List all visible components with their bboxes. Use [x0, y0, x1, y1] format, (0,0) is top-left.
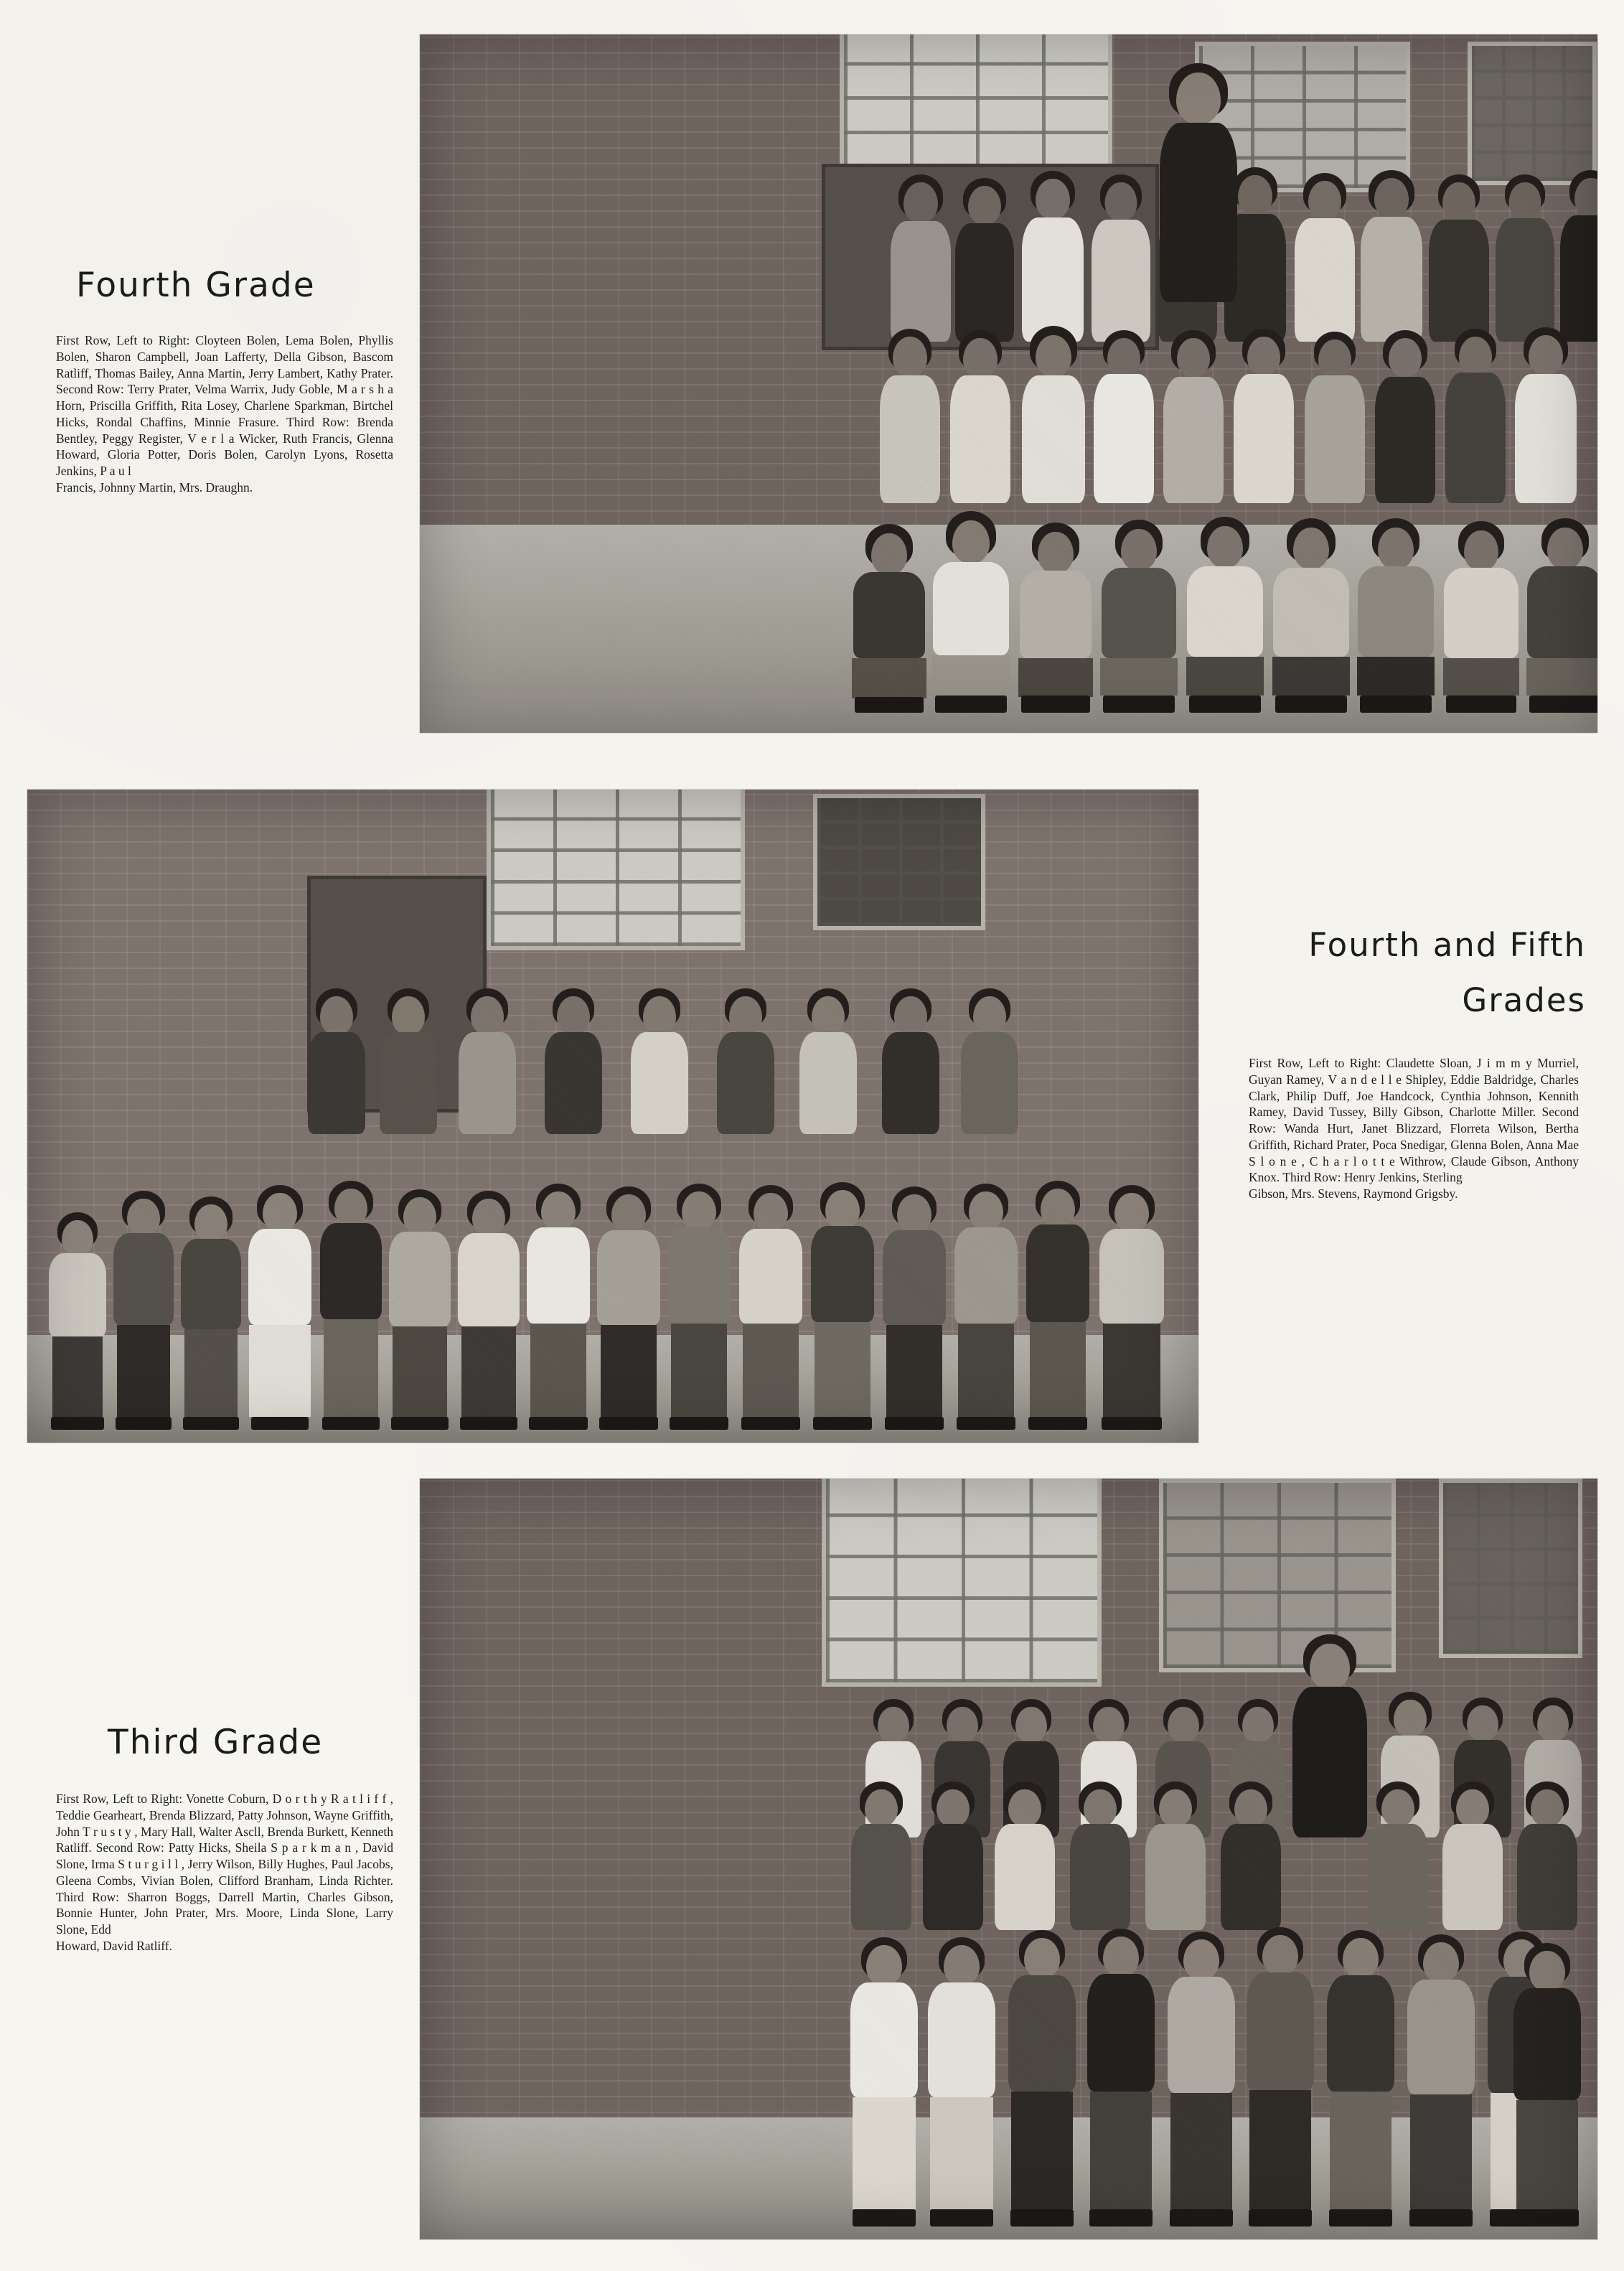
person — [319, 1183, 383, 1430]
window — [822, 1479, 1102, 1687]
person — [1245, 1929, 1315, 2226]
person — [456, 1193, 521, 1430]
third-grade-caption-block — [50, 1723, 409, 1954]
person — [1512, 1945, 1582, 2226]
person — [1559, 172, 1597, 342]
person — [544, 991, 603, 1134]
person — [960, 991, 1019, 1134]
person — [1367, 1784, 1429, 1931]
person — [630, 991, 689, 1134]
person — [458, 991, 517, 1134]
person — [1304, 334, 1366, 503]
window — [813, 794, 985, 930]
third-grade-title: Third Grade — [108, 1723, 324, 1762]
fourth-fifth-grades-title-line2: Grades — [1462, 981, 1586, 1019]
person — [931, 513, 1011, 713]
fourth-grade-photo — [420, 34, 1597, 733]
person — [1442, 1784, 1503, 1931]
person — [1021, 173, 1084, 342]
third-grade-caption-tail: Howard, David Ratliff. — [56, 1938, 173, 1953]
person — [1514, 329, 1577, 503]
person — [179, 1199, 243, 1430]
person — [1025, 1183, 1091, 1430]
person — [809, 1184, 876, 1430]
person — [849, 1939, 919, 2226]
person — [1406, 1937, 1476, 2226]
person — [379, 991, 438, 1134]
window — [1468, 42, 1597, 185]
person — [1271, 520, 1351, 713]
person — [1086, 1931, 1156, 2226]
fourth-fifth-grades-caption-block — [1249, 926, 1586, 1202]
person — [1374, 332, 1436, 503]
fourth-fifth-grades-caption: First Row, Left to Right: Claudette Sloan, J i m m y Murriel, Guyan Ramey, V a n d e l l e Shipley, Eddie Baldridge, Charles Clark, Philip Duff, Joe Handcock, Cynthia Johnson, Kennith Ramey, David Tussey, Billy Gibson, Charlotte Miller. Second Row: Wanda Hurt, Janet Blizzard, Florreta Wilson, Bertha Griffith, Richard Prater, Poca Snedigar, Glenna Bolen, Anna Mae S l o n e , C h a r l o t t e Withrow, Claude Gibson, Anthony Knox. Third Row: Henry Jenkins, Sterling — [1249, 1056, 1579, 1185]
fourth-fifth-grades-title-line1: Fourth and Fifth — [1308, 926, 1586, 964]
person — [1445, 331, 1506, 503]
teacher — [1159, 65, 1238, 302]
fourth-fifth-grades-caption-tail: Gibson, Mrs. Stevens, Raymond Grigsby. — [1249, 1186, 1458, 1201]
third-grade-caption: First Row, Left to Right: Vonette Coburn, D o r t h y R a t l i f f , Teddie Gearheart, Brenda Blizzard, Patty Johnson, Wayne Griffith, John T r u s t y , Mary Hall, Walter Ascll, Brenda Burkett, Kenneth Ratliff. Second Row: Patty Hicks, Sheila S p a r k m a n , David Slone, Irma S t u r g i l l , Jerry Wilson, Billy Hughes, Paul Jacobs, Gleena Combs, Vivian Bolen, Clifford Branham, Linda Richter. Third Row: Sharron Boggs, Darrell Martin, Charles Gibson, Bonnie Hunter, John Prater, Mrs. Moore, Linda Slone, Larry Slone, Edd — [56, 1792, 393, 1937]
person — [850, 1784, 912, 1931]
person — [1017, 525, 1094, 713]
person — [1525, 520, 1597, 713]
person — [1091, 177, 1151, 342]
person — [1325, 1932, 1396, 2226]
person — [799, 991, 858, 1134]
person — [666, 1186, 732, 1430]
teacher — [1292, 1636, 1368, 1837]
person — [716, 991, 775, 1134]
person — [1495, 177, 1555, 342]
person — [1166, 1934, 1236, 2226]
person — [881, 1189, 947, 1430]
person — [47, 1214, 108, 1430]
fourth-fifth-grades-photo — [27, 790, 1198, 1443]
person — [954, 180, 1015, 342]
person — [881, 991, 940, 1134]
person — [890, 177, 952, 342]
person — [596, 1189, 662, 1430]
person — [1185, 519, 1265, 713]
window — [487, 790, 745, 950]
person — [1163, 332, 1224, 503]
person — [112, 1193, 175, 1430]
person — [1021, 328, 1086, 503]
person — [1145, 1784, 1206, 1931]
person — [388, 1191, 452, 1430]
person — [1233, 331, 1295, 503]
person — [922, 1784, 984, 1931]
window — [1439, 1479, 1582, 1658]
person — [1098, 1187, 1165, 1430]
person — [738, 1187, 804, 1430]
person — [1428, 177, 1490, 342]
person — [1093, 332, 1155, 503]
person — [1099, 522, 1179, 713]
person — [1516, 1784, 1578, 1931]
fourth-grade-caption: First Row, Left to Right: Cloyteen Bolen, Lema Bolen, Phyllis Bolen, Sharon Campbell, Joan Lafferty, Della Gibson, Bascom Ratliff, Thomas Bailey, Anna Martin, Jerry Lambert, Kathy Prater. Second Row: Terry Prater, Velma Warrix, Judy Goble, M a r s h a Horn, Priscilla Griffith, Rita Losey, Charlene Sparkman, Birtchel Hicks, Rondal Chaffins, Minnie Frasure. Third Row: Brenda Bentley, Peggy Register, V e r l a Wicker, Ruth Francis, Glenna Howard, Gloria Potter, Doris Bolen, Carolyn Lyons, Rosetta Jenkins, P a u l — [56, 333, 393, 478]
fourth-grade-caption-tail: Francis, Johnny Martin, Mrs. Draughn. — [56, 479, 253, 495]
person — [949, 332, 1011, 503]
person — [994, 1784, 1056, 1931]
person — [1069, 1784, 1131, 1931]
person — [953, 1186, 1019, 1430]
person — [926, 1939, 997, 2226]
person — [1294, 175, 1356, 342]
person — [1007, 1932, 1077, 2226]
person — [879, 331, 941, 503]
person — [1356, 520, 1436, 713]
person — [1220, 1784, 1282, 1931]
person — [1360, 172, 1423, 342]
fourth-grade-title: Fourth Grade — [76, 266, 316, 305]
person — [247, 1187, 313, 1430]
person — [307, 991, 366, 1134]
third-grade-photo — [420, 1479, 1597, 2239]
person — [525, 1186, 591, 1430]
fourth-grade-caption-block — [50, 266, 409, 496]
person — [1442, 523, 1521, 713]
person — [850, 526, 928, 713]
